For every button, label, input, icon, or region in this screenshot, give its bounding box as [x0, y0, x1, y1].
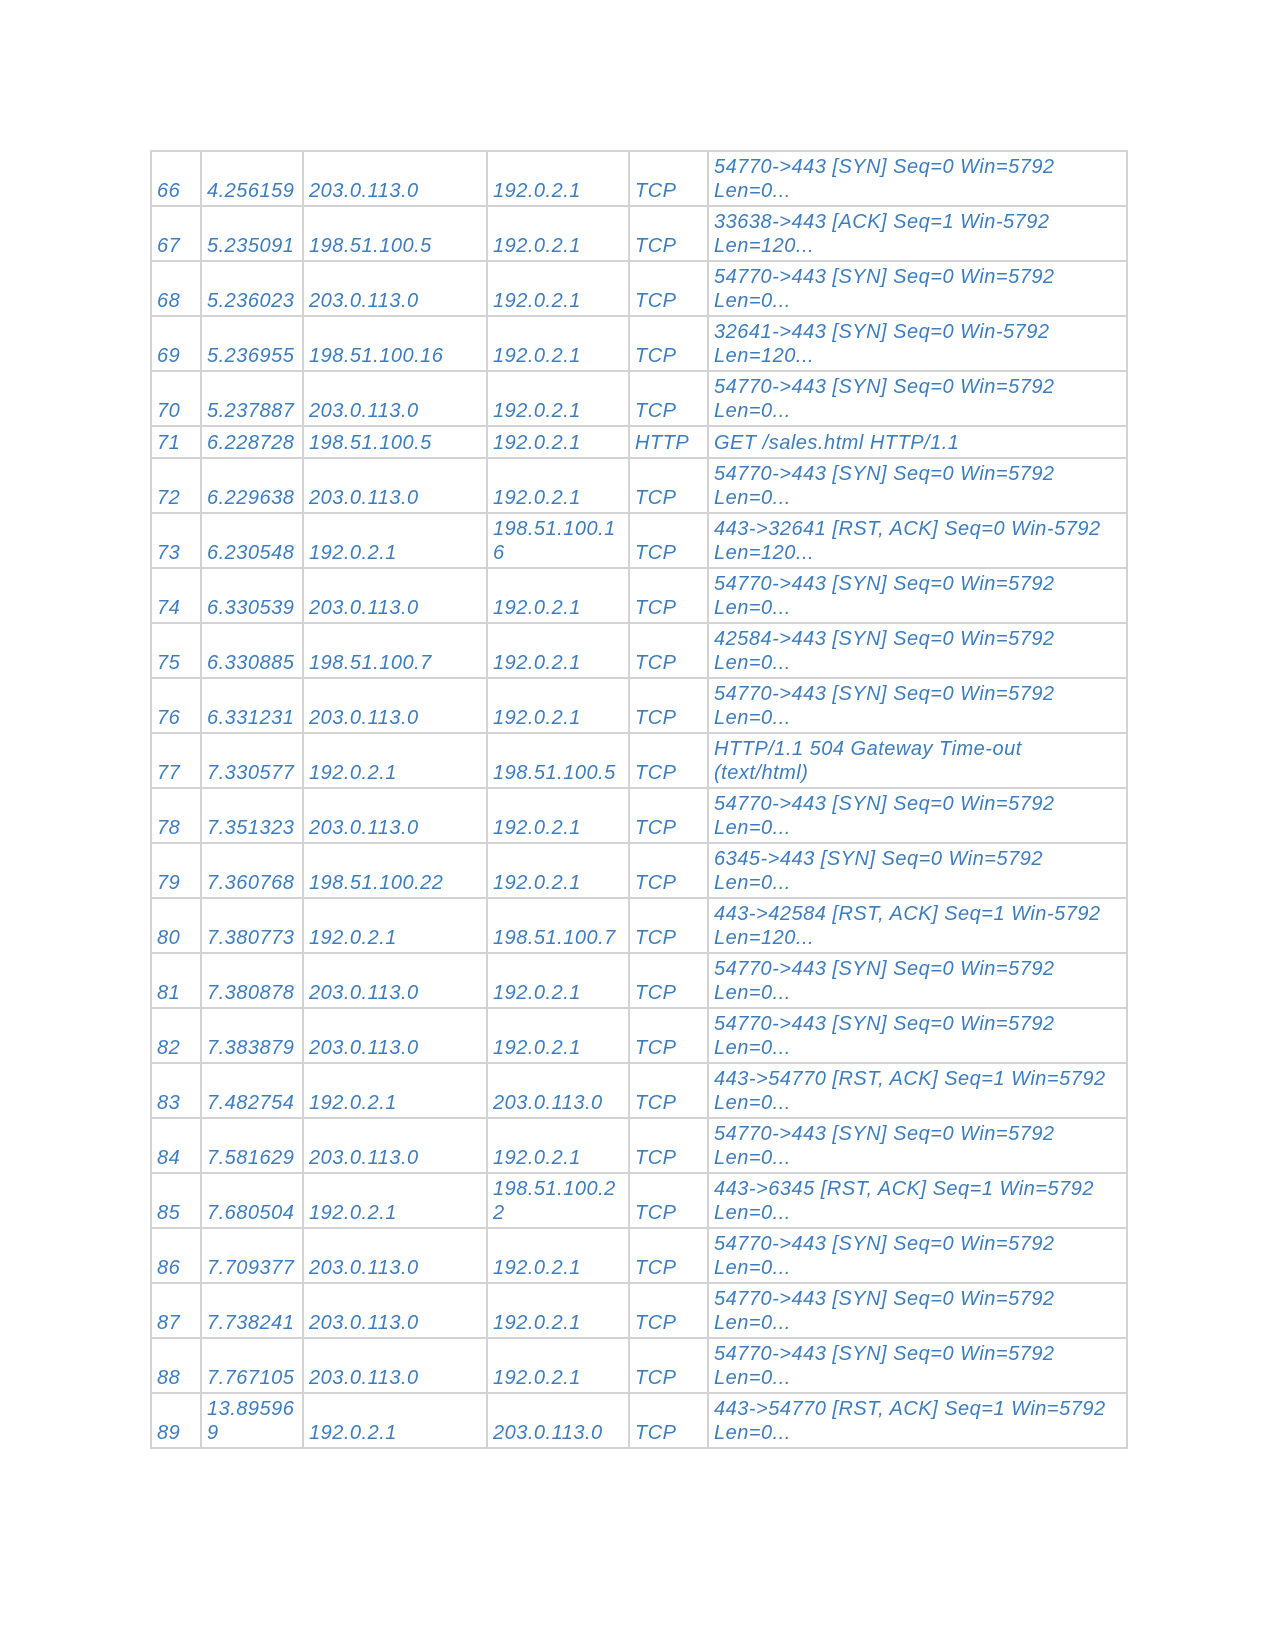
- packet-destination-cell: 192.0.2.1: [487, 843, 629, 898]
- packet-destination-cell: 192.0.2.1: [487, 953, 629, 1008]
- packet-time-cell: 7.360768: [201, 843, 303, 898]
- packet-info-cell: 54770->443 [SYN] Seq=0 Win=5792 Len=0...: [708, 568, 1127, 623]
- table-row: [151, 1063, 1127, 1118]
- packet-destination-cell: 192.0.2.1: [487, 206, 629, 261]
- packet-time-cell: 7.351323: [201, 788, 303, 843]
- packet-source-cell: 203.0.113.0: [303, 1008, 487, 1063]
- packet-source-cell: 203.0.113.0: [303, 953, 487, 1008]
- packet-info-cell: 54770->443 [SYN] Seq=0 Win=5792 Len=0...: [708, 1338, 1127, 1393]
- table-row: [151, 458, 1127, 513]
- packet-info-cell: 443->6345 [RST, ACK] Seq=1 Win=5792 Len=0...: [708, 1173, 1127, 1228]
- packet-protocol-cell: TCP: [629, 1008, 708, 1063]
- packet-info-cell: 54770->443 [SYN] Seq=0 Win=5792 Len=0...: [708, 458, 1127, 513]
- packet-time-cell: 5.236955: [201, 316, 303, 371]
- packet-time-cell: 7.380773: [201, 898, 303, 953]
- packet-info-cell: 54770->443 [SYN] Seq=0 Win=5792 Len=0...: [708, 678, 1127, 733]
- packet-time-cell: 6.230548: [201, 513, 303, 568]
- packet-destination-cell: 192.0.2.1: [487, 1008, 629, 1063]
- table-row: [151, 151, 1127, 206]
- packet-number-cell: 86: [151, 1228, 201, 1283]
- packet-destination-cell: 198.51.100.16: [487, 513, 629, 568]
- packet-source-cell: 198.51.100.5: [303, 426, 487, 458]
- table-row: [151, 1118, 1127, 1173]
- packet-protocol-cell: TCP: [629, 843, 708, 898]
- packet-protocol-cell: TCP: [629, 733, 708, 788]
- packet-destination-cell: 192.0.2.1: [487, 371, 629, 426]
- table-row: [151, 953, 1127, 1008]
- packet-time-cell: 7.738241: [201, 1283, 303, 1338]
- table-row: [151, 426, 1127, 458]
- packet-source-cell: 198.51.100.22: [303, 843, 487, 898]
- packet-protocol-cell: TCP: [629, 678, 708, 733]
- packet-protocol-cell: TCP: [629, 206, 708, 261]
- table-row: [151, 261, 1127, 316]
- packet-info-cell: 443->54770 [RST, ACK] Seq=1 Win=5792 Len=0...: [708, 1063, 1127, 1118]
- packet-time-cell: 6.330539: [201, 568, 303, 623]
- packet-time-cell: 7.680504: [201, 1173, 303, 1228]
- packet-number-cell: 68: [151, 261, 201, 316]
- packet-time-cell: 5.237887: [201, 371, 303, 426]
- table-row: [151, 1283, 1127, 1338]
- packet-destination-cell: 192.0.2.1: [487, 316, 629, 371]
- packet-number-cell: 87: [151, 1283, 201, 1338]
- packet-protocol-cell: TCP: [629, 1338, 708, 1393]
- packet-time-cell: 7.380878: [201, 953, 303, 1008]
- packet-time-cell: 6.331231: [201, 678, 303, 733]
- packet-destination-cell: 192.0.2.1: [487, 151, 629, 206]
- packet-destination-cell: 192.0.2.1: [487, 788, 629, 843]
- packet-number-cell: 69: [151, 316, 201, 371]
- packet-source-cell: 203.0.113.0: [303, 371, 487, 426]
- packet-time-cell: 4.256159: [201, 151, 303, 206]
- packet-source-cell: 203.0.113.0: [303, 788, 487, 843]
- packet-destination-cell: 192.0.2.1: [487, 1228, 629, 1283]
- packet-number-cell: 88: [151, 1338, 201, 1393]
- packet-destination-cell: 192.0.2.1: [487, 678, 629, 733]
- table-row: [151, 843, 1127, 898]
- packet-number-cell: 81: [151, 953, 201, 1008]
- table-row: [151, 371, 1127, 426]
- packet-destination-cell: 192.0.2.1: [487, 261, 629, 316]
- packet-source-cell: 203.0.113.0: [303, 261, 487, 316]
- table-row: [151, 316, 1127, 371]
- packet-info-cell: 42584->443 [SYN] Seq=0 Win=5792 Len=0...: [708, 623, 1127, 678]
- packet-info-cell: 54770->443 [SYN] Seq=0 Win=5792 Len=0...: [708, 1283, 1127, 1338]
- table-row: [151, 568, 1127, 623]
- packet-source-cell: 203.0.113.0: [303, 1228, 487, 1283]
- packet-number-cell: 80: [151, 898, 201, 953]
- packet-protocol-cell: TCP: [629, 1228, 708, 1283]
- table-row: [151, 1173, 1127, 1228]
- packet-source-cell: 203.0.113.0: [303, 1118, 487, 1173]
- packet-protocol-cell: TCP: [629, 513, 708, 568]
- packet-number-cell: 78: [151, 788, 201, 843]
- packet-number-cell: 73: [151, 513, 201, 568]
- packet-source-cell: 203.0.113.0: [303, 678, 487, 733]
- packet-source-cell: 198.51.100.7: [303, 623, 487, 678]
- packet-source-cell: 192.0.2.1: [303, 898, 487, 953]
- packet-rows: [151, 151, 1127, 1448]
- packet-info-cell: 54770->443 [SYN] Seq=0 Win=5792 Len=0...: [708, 1118, 1127, 1173]
- packet-info-cell: 54770->443 [SYN] Seq=0 Win=5792 Len=0...: [708, 788, 1127, 843]
- packet-time-cell: 5.235091: [201, 206, 303, 261]
- packet-source-cell: 192.0.2.1: [303, 1063, 487, 1118]
- packet-source-cell: 198.51.100.16: [303, 316, 487, 371]
- packet-number-cell: 77: [151, 733, 201, 788]
- packet-info-cell: 443->54770 [RST, ACK] Seq=1 Win=5792 Len=0...: [708, 1393, 1127, 1448]
- packet-source-cell: 192.0.2.1: [303, 733, 487, 788]
- packet-protocol-cell: TCP: [629, 371, 708, 426]
- packet-destination-cell: 192.0.2.1: [487, 623, 629, 678]
- packet-info-cell: 54770->443 [SYN] Seq=0 Win=5792 Len=0...: [708, 953, 1127, 1008]
- packet-number-cell: 66: [151, 151, 201, 206]
- table-row: [151, 513, 1127, 568]
- packet-capture-table: [150, 150, 1128, 1449]
- packet-info-cell: 54770->443 [SYN] Seq=0 Win=5792 Len=0...: [708, 371, 1127, 426]
- packet-protocol-cell: TCP: [629, 1173, 708, 1228]
- packet-protocol-cell: TCP: [629, 458, 708, 513]
- packet-destination-cell: 192.0.2.1: [487, 1338, 629, 1393]
- packet-protocol-cell: TCP: [629, 1063, 708, 1118]
- packet-number-cell: 85: [151, 1173, 201, 1228]
- packet-info-cell: 33638->443 [ACK] Seq=1 Win-5792 Len=120...: [708, 206, 1127, 261]
- packet-number-cell: 74: [151, 568, 201, 623]
- table-row: [151, 788, 1127, 843]
- packet-source-cell: 203.0.113.0: [303, 1338, 487, 1393]
- packet-info-cell: 32641->443 [SYN] Seq=0 Win-5792 Len=120...: [708, 316, 1127, 371]
- packet-time-cell: 6.228728: [201, 426, 303, 458]
- packet-destination-cell: 192.0.2.1: [487, 1118, 629, 1173]
- packet-destination-cell: 192.0.2.1: [487, 1283, 629, 1338]
- packet-destination-cell: 198.51.100.22: [487, 1173, 629, 1228]
- packet-number-cell: 84: [151, 1118, 201, 1173]
- packet-source-cell: 203.0.113.0: [303, 458, 487, 513]
- packet-info-cell: 443->32641 [RST, ACK] Seq=0 Win-5792 Len=120...: [708, 513, 1127, 568]
- table-row: [151, 1228, 1127, 1283]
- packet-info-cell: 54770->443 [SYN] Seq=0 Win=5792 Len=0...: [708, 1008, 1127, 1063]
- packet-source-cell: 192.0.2.1: [303, 513, 487, 568]
- packet-number-cell: 83: [151, 1063, 201, 1118]
- packet-time-cell: 5.236023: [201, 261, 303, 316]
- table-row: [151, 1393, 1127, 1448]
- packet-destination-cell: 198.51.100.7: [487, 898, 629, 953]
- packet-source-cell: 203.0.113.0: [303, 151, 487, 206]
- packet-protocol-cell: TCP: [629, 1393, 708, 1448]
- packet-info-cell: HTTP/1.1 504 Gateway Time-out (text/html): [708, 733, 1127, 788]
- packet-protocol-cell: TCP: [629, 788, 708, 843]
- packet-info-cell: 54770->443 [SYN] Seq=0 Win=5792 Len=0...: [708, 1228, 1127, 1283]
- packet-protocol-cell: TCP: [629, 1118, 708, 1173]
- packet-protocol-cell: TCP: [629, 898, 708, 953]
- packet-number-cell: 71: [151, 426, 201, 458]
- packet-time-cell: 7.482754: [201, 1063, 303, 1118]
- packet-protocol-cell: TCP: [629, 568, 708, 623]
- packet-source-cell: 198.51.100.5: [303, 206, 487, 261]
- table-row: [151, 898, 1127, 953]
- packet-info-cell: 443->42584 [RST, ACK] Seq=1 Win-5792 Len=120...: [708, 898, 1127, 953]
- packet-source-cell: 203.0.113.0: [303, 1283, 487, 1338]
- packet-protocol-cell: TCP: [629, 261, 708, 316]
- packet-time-cell: 7.767105: [201, 1338, 303, 1393]
- packet-number-cell: 76: [151, 678, 201, 733]
- packet-protocol-cell: TCP: [629, 623, 708, 678]
- packet-destination-cell: 192.0.2.1: [487, 568, 629, 623]
- packet-number-cell: 75: [151, 623, 201, 678]
- packet-info-cell: 54770->443 [SYN] Seq=0 Win=5792 Len=0...: [708, 261, 1127, 316]
- packet-time-cell: 6.330885: [201, 623, 303, 678]
- packet-number-cell: 82: [151, 1008, 201, 1063]
- packet-destination-cell: 203.0.113.0: [487, 1393, 629, 1448]
- table-row: [151, 733, 1127, 788]
- packet-destination-cell: 192.0.2.1: [487, 458, 629, 513]
- packet-time-cell: 7.330577: [201, 733, 303, 788]
- packet-protocol-cell: HTTP: [629, 426, 708, 458]
- packet-number-cell: 89: [151, 1393, 201, 1448]
- table-row: [151, 623, 1127, 678]
- packet-source-cell: 203.0.113.0: [303, 568, 487, 623]
- packet-number-cell: 67: [151, 206, 201, 261]
- packet-destination-cell: 192.0.2.1: [487, 426, 629, 458]
- packet-number-cell: 72: [151, 458, 201, 513]
- packet-info-cell: 54770->443 [SYN] Seq=0 Win=5792 Len=0...: [708, 151, 1127, 206]
- packet-time-cell: 7.383879: [201, 1008, 303, 1063]
- table-row: [151, 206, 1127, 261]
- table-row: [151, 1338, 1127, 1393]
- packet-protocol-cell: TCP: [629, 1283, 708, 1338]
- packet-protocol-cell: TCP: [629, 316, 708, 371]
- packet-info-cell: GET /sales.html HTTP/1.1: [708, 426, 1127, 458]
- packet-protocol-cell: TCP: [629, 953, 708, 1008]
- table-row: [151, 1008, 1127, 1063]
- packet-number-cell: 70: [151, 371, 201, 426]
- packet-info-cell: 6345->443 [SYN] Seq=0 Win=5792 Len=0...: [708, 843, 1127, 898]
- packet-destination-cell: 203.0.113.0: [487, 1063, 629, 1118]
- packet-time-cell: 6.229638: [201, 458, 303, 513]
- packet-time-cell: 7.581629: [201, 1118, 303, 1173]
- packet-protocol-cell: TCP: [629, 151, 708, 206]
- packet-destination-cell: 198.51.100.5: [487, 733, 629, 788]
- packet-source-cell: 192.0.2.1: [303, 1173, 487, 1228]
- packet-time-cell: 13.895969: [201, 1393, 303, 1448]
- packet-number-cell: 79: [151, 843, 201, 898]
- packet-time-cell: 7.709377: [201, 1228, 303, 1283]
- table-row: [151, 678, 1127, 733]
- packet-source-cell: 192.0.2.1: [303, 1393, 487, 1448]
